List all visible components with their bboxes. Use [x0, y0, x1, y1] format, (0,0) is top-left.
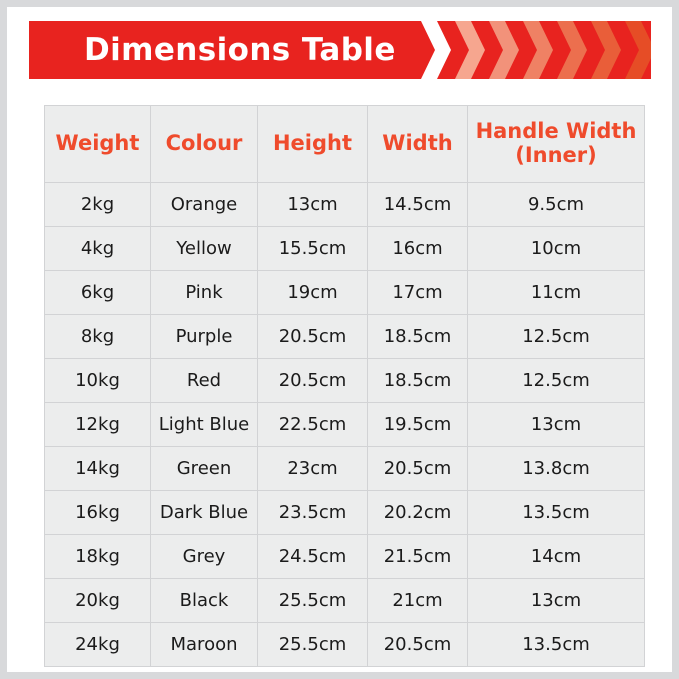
- table-row: [45, 271, 645, 315]
- table-row: [45, 447, 645, 491]
- chevron-icon-4: [523, 21, 553, 79]
- cell-height: 22.5cm: [258, 403, 368, 447]
- cell-width: 19.5cm: [368, 403, 468, 447]
- page-title: Dimensions Table: [84, 32, 396, 68]
- cell-weight: 16kg: [45, 491, 151, 535]
- column-header-width-line1: Width: [382, 131, 453, 156]
- column-header-handle-width-line2: (Inner): [515, 143, 597, 167]
- dimensions-table-wrapper: [44, 105, 644, 667]
- cell-colour: Maroon: [151, 623, 258, 667]
- cell-width: 20.5cm: [368, 447, 468, 491]
- cell-width: 18.5cm: [368, 359, 468, 403]
- cell-height: 25.5cm: [258, 579, 368, 623]
- cell-height: 20.5cm: [258, 359, 368, 403]
- table-row: [45, 535, 645, 579]
- cell-width: 20.2cm: [368, 491, 468, 535]
- column-header-handle-width-line1: Handle Width: [475, 119, 637, 144]
- table-row: [45, 579, 645, 623]
- table-row: [45, 183, 645, 227]
- cell-height: 13cm: [258, 183, 368, 227]
- cell-handle-width: 11cm: [468, 271, 645, 315]
- chevron-icon-2: [455, 21, 485, 79]
- chevron-icon-5: [557, 21, 587, 79]
- chevron-icon-1: [421, 21, 451, 79]
- column-header-handle-width: [468, 106, 645, 183]
- column-header-height: [258, 106, 368, 183]
- page-content: [7, 7, 672, 672]
- cell-handle-width: 10cm: [468, 227, 645, 271]
- table-row: [45, 491, 645, 535]
- cell-colour: Purple: [151, 315, 258, 359]
- cell-height: 19cm: [258, 271, 368, 315]
- cell-handle-width: 12.5cm: [468, 359, 645, 403]
- column-header-height-line1: Height: [272, 131, 353, 156]
- chevron-icon-3: [489, 21, 519, 79]
- table-row: [45, 623, 645, 667]
- cell-width: 21cm: [368, 579, 468, 623]
- cell-width: 17cm: [368, 271, 468, 315]
- cell-weight: 20kg: [45, 579, 151, 623]
- cell-height: 23cm: [258, 447, 368, 491]
- cell-colour: Green: [151, 447, 258, 491]
- cell-weight: 12kg: [45, 403, 151, 447]
- cell-colour: Grey: [151, 535, 258, 579]
- table-row: [45, 359, 645, 403]
- table-body: [45, 183, 645, 667]
- cell-handle-width: 13cm: [468, 403, 645, 447]
- chevron-icon-7: [625, 21, 651, 79]
- cell-handle-width: 13.5cm: [468, 491, 645, 535]
- cell-width: 21.5cm: [368, 535, 468, 579]
- column-header-colour-line1: Colour: [165, 131, 243, 156]
- cell-colour: Dark Blue: [151, 491, 258, 535]
- cell-colour: Orange: [151, 183, 258, 227]
- cell-handle-width: 13.5cm: [468, 623, 645, 667]
- cell-handle-width: 13.8cm: [468, 447, 645, 491]
- cell-height: 25.5cm: [258, 623, 368, 667]
- cell-weight: 4kg: [45, 227, 151, 271]
- table-row: [45, 315, 645, 359]
- cell-handle-width: 9.5cm: [468, 183, 645, 227]
- cell-weight: 2kg: [45, 183, 151, 227]
- cell-width: 18.5cm: [368, 315, 468, 359]
- dimensions-table: [44, 105, 645, 667]
- cell-weight: 24kg: [45, 623, 151, 667]
- cell-colour: Yellow: [151, 227, 258, 271]
- cell-handle-width: 13cm: [468, 579, 645, 623]
- cell-width: 14.5cm: [368, 183, 468, 227]
- cell-height: 20.5cm: [258, 315, 368, 359]
- column-header-colour: [151, 106, 258, 183]
- cell-handle-width: 14cm: [468, 535, 645, 579]
- column-header-weight-line1: Weight: [55, 131, 140, 156]
- cell-height: 23.5cm: [258, 491, 368, 535]
- cell-weight: 18kg: [45, 535, 151, 579]
- chevron-decoration: [421, 21, 651, 79]
- column-header-width: [368, 106, 468, 183]
- column-header-weight: [45, 106, 151, 183]
- cell-colour: Light Blue: [151, 403, 258, 447]
- chevron-icon-6: [591, 21, 621, 79]
- cell-weight: 8kg: [45, 315, 151, 359]
- table-header: [45, 106, 645, 183]
- cell-weight: 6kg: [45, 271, 151, 315]
- cell-weight: 10kg: [45, 359, 151, 403]
- cell-colour: Pink: [151, 271, 258, 315]
- cell-height: 15.5cm: [258, 227, 368, 271]
- cell-colour: Red: [151, 359, 258, 403]
- cell-weight: 14kg: [45, 447, 151, 491]
- cell-width: 16cm: [368, 227, 468, 271]
- table-header-row: [45, 106, 645, 183]
- table-row: [45, 227, 645, 271]
- cell-height: 24.5cm: [258, 535, 368, 579]
- header-banner: [29, 21, 651, 79]
- cell-colour: Black: [151, 579, 258, 623]
- table-row: [45, 403, 645, 447]
- cell-width: 20.5cm: [368, 623, 468, 667]
- cell-handle-width: 12.5cm: [468, 315, 645, 359]
